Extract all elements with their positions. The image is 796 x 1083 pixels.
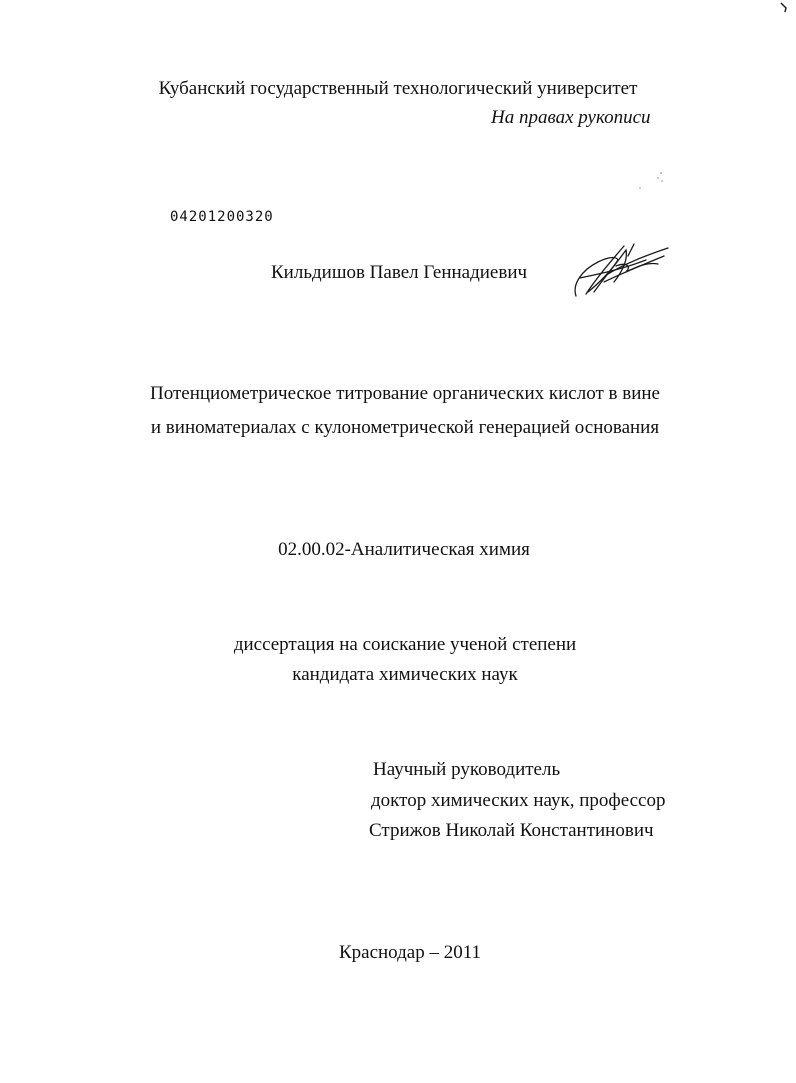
supervisor-name: Стрижов Николай Константинович (369, 820, 654, 841)
specialty-code: 02.00.02-Аналитическая химия (278, 539, 530, 560)
scan-specks (636, 170, 666, 192)
manuscript-note: На правах рукописи (491, 107, 651, 128)
supervisor-degree: доктор химических наук, профессор (371, 790, 666, 811)
degree-line-1: диссертация на соискание ученой степени (233, 634, 577, 655)
supervisor-label: Научный руководитель (373, 759, 561, 780)
thesis-title-line-2: и виноматериалах с кулонометрической генерацией основания (150, 417, 660, 438)
scan-corner-mark (780, 2, 790, 14)
degree-line-2: кандидата химических наук (292, 664, 518, 685)
city-year: Краснодар – 2011 (338, 942, 482, 963)
author-name: Кильдишов Павел Геннадиевич (271, 262, 528, 283)
university-name: Кубанский государственный технологический университет (158, 78, 638, 99)
thesis-title-line-1: Потенциометрическое титрование органических кислот в вине (150, 383, 660, 404)
signature-image (568, 236, 674, 304)
registration-number: 04201200320 (170, 209, 274, 225)
